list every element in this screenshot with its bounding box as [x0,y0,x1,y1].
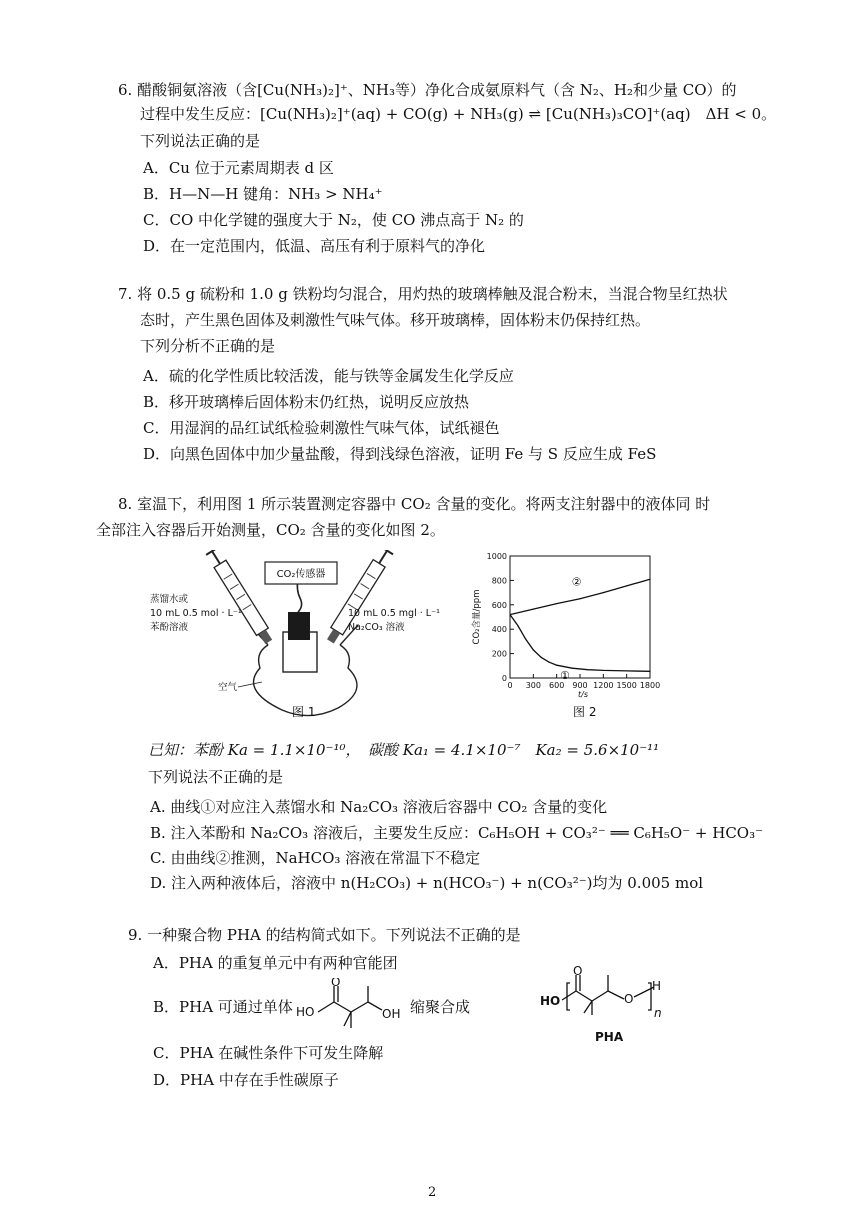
air-label: 空气 [218,682,238,693]
q7-line2: 态时，产生黑色固体及刺激性气味气体。移开玻璃棒，固体粉末仍保持红热。 [140,311,651,329]
data-point [649,671,650,672]
q7-stem: 下列分析不正确的是 [140,337,276,355]
data-point [509,614,510,615]
pha-ester-o: O [624,992,634,1006]
figure-1-caption: 图 1 [292,705,316,719]
page-number: 2 [428,1185,437,1200]
figure-2-caption: 图 2 [573,705,597,719]
series-label-1: ① [560,668,570,682]
q9-line1: 9. 一种聚合物 PHA 的结构简式如下。下列说法不正确的是 [128,926,521,944]
right-syringe-label-2: Na₂CO₃ 溶液 [348,622,405,633]
q9-option-d: D．PHA 中存在手性碳原子 [153,1071,339,1089]
pha-label: PHA [595,1030,624,1044]
x-tick-label: 900 [572,681,588,690]
q6-option-d: D．在一定范围内，低温、高压有利于原料气的净化 [143,237,486,255]
q8-option-d: D. 注入两种液体后，溶液中 n(H₂CO₃) + n(HCO₃⁻) + n(CO₃²⁻)均为 0.005 mol [150,874,704,892]
data-point [525,638,526,639]
data-point [556,665,557,666]
q7-option-a: A．硫的化学性质比较活泼，能与铁等金属发生化学反应 [143,367,514,385]
q8-known-constants: 已知：苯酚 Ka = 1.1×10⁻¹⁰， 碳酸 Ka₁ = 4.1×10⁻⁷ Ka₂ = 5.6×10⁻¹¹ [148,741,660,759]
pha-h: H [652,979,662,993]
pha-carbonyl-o: O [573,964,583,978]
q7-option-c: C．用湿润的品红试纸检验刺激性气味气体，试纸褪色 [143,419,500,437]
q6-line2: 过程中发生反应：[Cu(NH₃)₂]⁺(aq) + CO(g) + NH₃(g) ⇌ [Cu(NH₃)₃CO]⁺(aq) ΔH < 0。 [140,105,777,123]
q9-option-b-prefix: B．PHA 可通过单体 [153,998,293,1016]
y-tick-label: 400 [491,625,507,635]
data-point [603,592,604,593]
right-syringe-label-1: 10 mL 0.5 mgl · L⁻¹ [348,608,440,619]
pha-structure [540,955,670,1050]
pha-n: n [654,1006,662,1020]
series-line-1 [510,615,650,672]
y-tick-label: 1000 [486,552,507,561]
data-point [556,603,557,604]
x-axis-label: t/s [578,690,588,699]
x-tick-label: 1200 [593,681,614,690]
x-tick-label: 1500 [616,681,637,690]
data-point [579,598,580,599]
q9-option-b-suffix: 缩聚合成 [410,998,471,1016]
q8-stem: 下列说法不正确的是 [148,768,284,786]
monomer-carbonyl-o: O [331,978,341,989]
y-axis-label: CO₂含量/ppm [472,589,482,645]
data-point [548,662,549,663]
y-tick-label: 200 [491,649,507,659]
q8-line2: 全部注入容器后开始测量，CO₂ 含量的变化如图 2。 [96,521,445,539]
q9-option-a: A．PHA 的重复单元中有两种官能团 [153,954,398,972]
y-tick-label: 600 [491,600,507,610]
q8-option-a: A. 曲线①对应注入蒸馏水和 Na₂CO₃ 溶液后容器中 CO₂ 含量的变化 [150,798,608,816]
left-syringe-label-3: 苯酚溶液 [150,622,189,633]
q9-option-c: C．PHA 在碱性条件下可发生降解 [153,1044,384,1062]
left-syringe-label-1: 蒸馏水或 [150,594,189,605]
q8-line1: 8. 室温下，利用图 1 所示装置测定容器中 CO₂ 含量的变化。将两支注射器中的液体同 时 [118,495,711,513]
data-point [649,579,650,580]
data-point [533,649,534,650]
data-point [626,670,627,671]
q6-line1: 6. 醋酸铜氨溶液（含[Cu(NH₃)₂]⁺、NH₃等）净化合成氨原料气（含 N₂、H₂和少量 CO）的 [118,81,737,99]
monomer-ho: HO [296,1005,315,1019]
sensor-probe [288,612,310,640]
y-tick-label: 800 [491,576,507,586]
left-syringe-label-2: 10 mL 0.5 mol · L⁻¹ [150,608,242,619]
y-tick-label: 0 [501,674,507,683]
data-point [626,585,627,586]
data-point [587,669,588,670]
plot-frame [510,556,650,678]
data-point [572,668,573,669]
x-tick-label: 0 [507,681,513,690]
q6-stem: 下列说法正确的是 [140,132,261,150]
monomer-structure [296,978,406,1033]
data-point [517,625,518,626]
figure-2-chart [465,548,665,723]
x-tick-label: 1800 [639,681,661,690]
data-point [541,657,542,658]
figure-1-apparatus [150,550,450,725]
q6-option-c: C．CO 中化学键的强度大于 N₂，使 CO 沸点高于 N₂ 的 [143,211,524,229]
data-point [533,608,534,609]
data-point [603,670,604,671]
q8-option-c: C. 由曲线②推测，NaHCO₃ 溶液在常温下不稳定 [150,849,481,867]
pha-ho: HO [540,994,561,1008]
x-tick-label: 600 [549,681,565,690]
q7-option-d: D．向黑色固体中加少量盐酸，得到浅绿色溶液，证明 Fe 与 S 反应生成 FeS [143,445,657,463]
q6-option-b: B．H—N—H 键角：NH₃ > NH₄⁺ [143,185,383,203]
q7-option-b: B．移开玻璃棒后固体粉末仍红热，说明反应放热 [143,393,470,411]
monomer-oh: OH [382,1007,401,1021]
x-tick-label: 300 [525,681,541,690]
q7-line1: 7. 将 0.5 g 硫粉和 1.0 g 铁粉均匀混合，用灼热的玻璃棒触及混合粉末，当混合物呈红热状 [118,285,728,303]
q6-option-a: A．Cu 位于元素周期表 d 区 [143,159,334,177]
q8-option-b: B. 注入苯酚和 Na₂CO₃ 溶液后，主要发生反应：C₆H₅OH + CO₃²⁻ ══ C₆H₅O⁻ + HCO₃⁻ [150,824,764,842]
series-label-2: ② [571,575,582,589]
co2-sensor-label: CO₂传感器 [276,569,326,580]
